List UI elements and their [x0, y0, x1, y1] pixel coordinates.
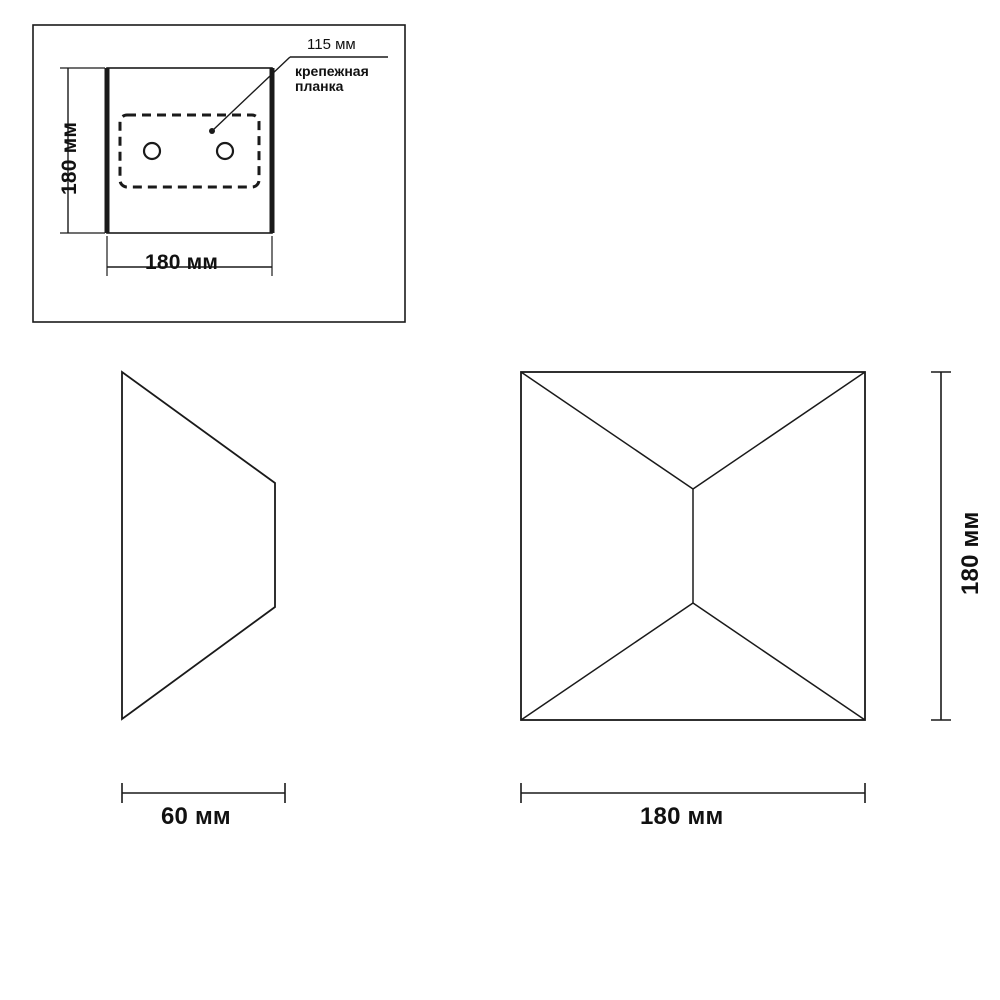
inset-leader-dot — [209, 128, 215, 134]
inset-bracket-dimension-label: 115 мм — [307, 36, 356, 53]
side-view-width-label: 60 мм — [161, 803, 231, 830]
front-view-height-label: 180 мм — [957, 511, 984, 595]
front-view-width-label: 180 мм — [640, 803, 724, 830]
inset-product-outline — [107, 68, 272, 233]
inset-annotation-line2: планка — [295, 78, 344, 94]
front-view-facet-top-right — [693, 372, 865, 489]
front-view-facet-bottom-right — [693, 603, 865, 720]
inset-mounting-hole — [217, 143, 233, 159]
front-view-facet-top-left — [521, 372, 693, 489]
inset-width-dimension-label: 180 мм — [145, 251, 219, 274]
side-view-outline — [122, 372, 275, 719]
inset-mounting-plate-dashed — [120, 115, 259, 187]
inset-mounting-hole — [144, 143, 160, 159]
inset-annotation-line1: крепежная — [295, 63, 369, 79]
front-view-facet-bottom-left — [521, 603, 693, 720]
inset-height-dimension-label: 180 мм — [58, 121, 81, 195]
